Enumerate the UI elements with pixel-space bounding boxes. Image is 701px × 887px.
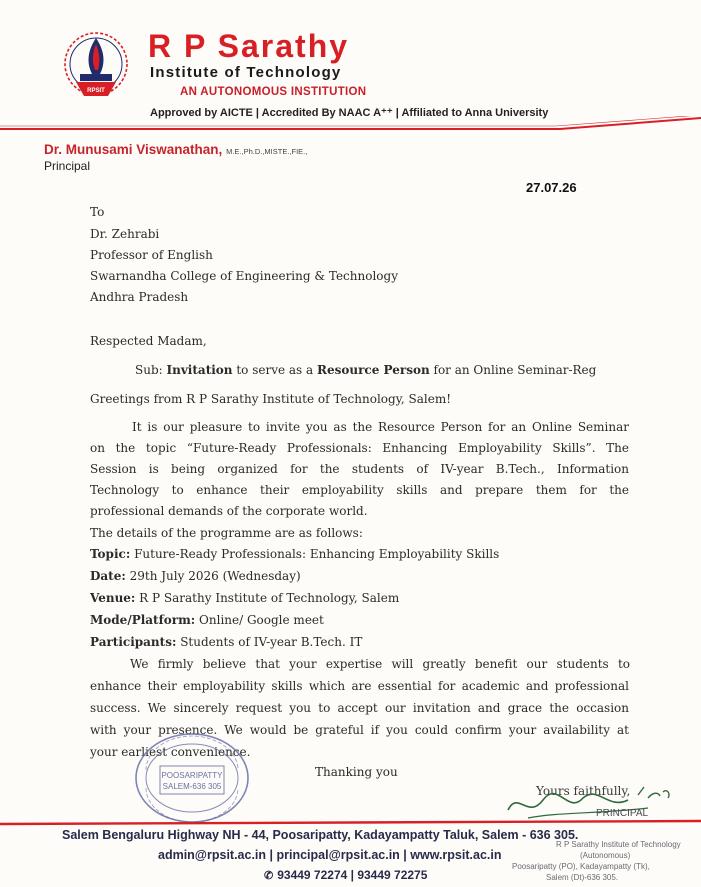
accreditation-line: Approved by AICTE | Accredited By NAAC A⁺⁺ | Affiliated to Anna University (150, 107, 549, 119)
recipient-college: Swarnandha College of Engineering & Technology (90, 269, 398, 283)
footer-phones: ✆ 93449 72274 | 93449 72275 (264, 868, 428, 882)
detail-participants: Participants: Students of IV-year B.Tech. IT (90, 635, 363, 649)
para1-line: Technology to enhance their employability skills and prepare them for the (90, 483, 629, 497)
header-rule (0, 116, 701, 130)
seal-autonomous: (Autonomous) (580, 851, 631, 860)
detail-date: Date: 29th July 2026 (Wednesday) (90, 569, 301, 583)
to-label: To (90, 205, 105, 219)
recipient-position: Professor of English (90, 248, 213, 262)
para1-line: It is our pleasure to invite you as the Resource Person for an Online Seminar (132, 420, 629, 434)
stamp-line2: SALEM-636 305 (162, 782, 222, 791)
para2-line: with your presence. We would be grateful if you could confirm your availability at (90, 723, 629, 737)
footer-contact-links: admin@rpsit.ac.in | principal@rpsit.ac.in | www.rpsit.ac.in (158, 848, 502, 862)
principal-name: Dr. Munusami Viswanathan, M.E.,Ph.D.,MISTE.,FIE., (44, 142, 308, 157)
closing-line: Yours faithfully, (536, 784, 631, 798)
detail-venue: Venue: R P Sarathy Institute of Technology, Salem (90, 591, 400, 605)
details-intro: The details of the programme are as follows: (90, 526, 363, 540)
seal-institution: R P Sarathy Institute of Technology (556, 840, 681, 849)
seal-address: Poosaripatty (PO), Kadayampatty (Tk), (512, 862, 650, 871)
para2-line: success. We sincerely request you to accept our invitation and grace the occasion (90, 701, 629, 715)
stamp-line1: POOSARIPATTY (161, 771, 223, 780)
para2-line: your earliest convenience. (90, 745, 251, 759)
autonomous-label: AN AUTONOMOUS INSTITUTION (180, 86, 367, 98)
principal-qualifications: M.E.,Ph.D.,MISTE.,FIE., (226, 147, 308, 156)
thanking-line: Thanking you (315, 765, 398, 779)
para1-line: Session is being organized for the students of IV-year B.Tech., Information (90, 462, 629, 476)
letter-date: 27.07.26 (526, 180, 577, 195)
subject-line: Sub: Invitation to serve as a Resource Person for an Online Seminar-Reg (135, 363, 597, 377)
recipient-name: Dr. Zehrabi (90, 227, 160, 241)
greeting: Greetings from R P Sarathy Institute of Technology, Salem! (90, 392, 452, 406)
institution-name: R P Sarathy (148, 28, 350, 64)
seal-principal: PRINCIPAL (596, 808, 649, 819)
recipient-state: Andhra Pradesh (90, 290, 189, 304)
para1-line: professional demands of the corporate world. (90, 504, 368, 518)
logo-text: RPSIT (87, 88, 105, 94)
footer-rule (0, 818, 701, 826)
phone-icon: ✆ (264, 870, 274, 882)
detail-topic: Topic: Future-Ready Professionals: Enhancing Employability Skills (90, 547, 500, 561)
detail-mode: Mode/Platform: Online/ Google meet (90, 613, 324, 627)
institution-subtitle: Institute of Technology (150, 64, 342, 81)
footer-address: Salem Bengaluru Highway NH - 44, Poosaripatty, Kadayampatty Taluk, Salem - 636 305. (62, 828, 579, 842)
seal-district: Salem (Dt)-636 305. (546, 873, 619, 882)
para1-line: on the topic “Future-Ready Professionals: Enhancing Employability Skills”. The (90, 441, 629, 455)
para2-line: We firmly believe that your expertise will greatly benefit our students to (130, 657, 630, 671)
institution-logo-icon (62, 28, 130, 106)
salutation: Respected Madam, (90, 334, 207, 348)
principal-title: Principal (44, 159, 91, 173)
institution-stamp-icon (132, 730, 252, 826)
para2-line: enhance their employability skills which are essential for academic and professional (90, 679, 629, 693)
